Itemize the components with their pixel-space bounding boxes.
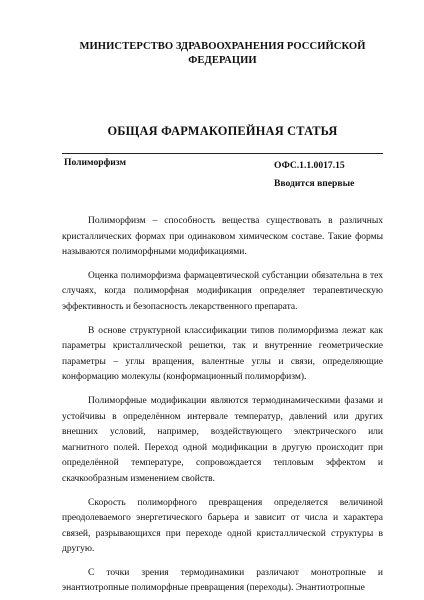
paragraph: Полиморфизм – способность вещества существовать в различных кристаллических формах при одинаковом химическом составе. Такие формы называются полиморфными модификациями.	[62, 216, 383, 258]
paragraph: Скорость полиморфного превращения определяется величиной преодолеваемого энергетического барьера и зависит от числа и характера связей, разрывающихся при переходе одной кристаллической структуры в другую.	[62, 497, 383, 555]
ministry-heading: МИНИСТЕРСТВО ЗДРАВООХРАНЕНИЯ РОССИЙСКОЙ ФЕДЕРАЦИИ	[79, 41, 366, 66]
article-title: Полиморфизм	[64, 157, 127, 168]
article-code: ОФС.1.1.0017.15	[274, 160, 345, 171]
article-status: Вводится впервые	[274, 178, 355, 189]
article-meta	[62, 153, 383, 196]
paragraph: С точки зрения термодинамики различают монотропные и энантиотропные полиморфные превращения (переходы). Энантиотропные	[62, 567, 383, 594]
paragraph: В основе структурной классификации типов полиморфизма лежат как параметры кристаллической решетки, так и внутренние геометрические параметры – углы вращения, валентные углы и связи, определяющие конформацию молекулы (конформационный полиморфизм).	[62, 325, 383, 383]
article-meta-right	[274, 157, 354, 193]
document-type-heading: ОБЩАЯ ФАРМАКОПЕЙНАЯ СТАТЬЯ	[107, 124, 338, 138]
article-body	[62, 214, 383, 597]
paragraph: Оценка полиморфизма фармацевтической субстанции обязательна в тех случаях, когда полиморфная модификация определяет терапевтическую эффективность и безопасность лекарственного препарата.	[62, 270, 383, 312]
paragraph: Полиморфные модификации являются термодинамическими фазами и устойчивы в определённом интервале температур, давлений или других внешних условий, например, воздействующего электрического или магнитного полей. Переход одной модификации в другую происходит при определённой температуре, сопровождается тепловым эффектом и скачкообразным изменением свойств.	[62, 395, 383, 484]
